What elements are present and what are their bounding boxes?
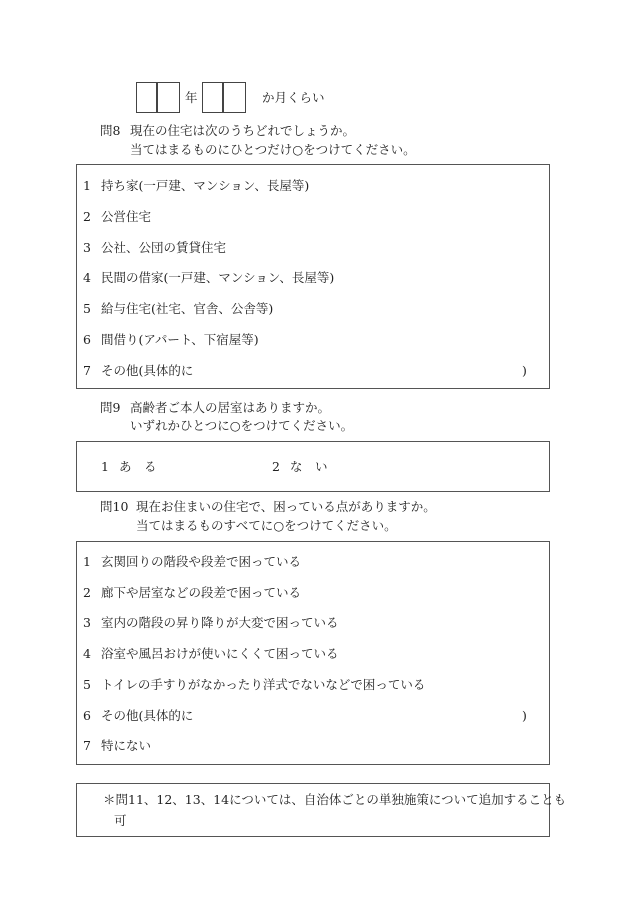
q9-number: 問9	[100, 400, 121, 415]
q10-option-2[interactable]	[77, 585, 549, 601]
q8-instruction: 当てはまるものにひとつだけ○をつけてください。	[130, 142, 416, 157]
option-label: 特にない	[101, 738, 152, 753]
q8-options-box	[76, 164, 550, 389]
years-digit-1[interactable]	[136, 82, 157, 113]
option-label: 浴室や風呂おけが使いにくくて困っている	[101, 646, 339, 661]
q9-question: 高齢者ご本人の居室はありますか。	[130, 400, 331, 415]
q10-option-7[interactable]	[77, 738, 549, 754]
option-number: 4	[83, 646, 91, 661]
option-number: 2	[272, 459, 280, 474]
months-digit-2[interactable]	[223, 82, 246, 113]
q9-option-2[interactable]	[272, 459, 392, 475]
q10-option-4[interactable]	[77, 646, 549, 662]
option-number: 4	[83, 270, 91, 285]
note-line-1: ＊問11、12、13、14については、自治体ごとの単独施策について追加することも	[103, 792, 567, 807]
q8-option-7[interactable]	[77, 363, 549, 379]
q9-options-box	[76, 441, 550, 492]
option-label: その他(具体的に	[101, 708, 194, 723]
years-digit-2[interactable]	[157, 82, 180, 113]
option-number: 1	[83, 554, 91, 569]
option-label: トイレの手すりがなかったり洋式でないなどで困っている	[101, 677, 426, 692]
note-box	[76, 783, 567, 837]
option-label: 給与住宅(社宅、官舎、公舎等)	[101, 301, 274, 316]
option-number: 2	[83, 209, 91, 224]
q10-options-box	[76, 541, 550, 765]
q10-option-5[interactable]	[77, 677, 549, 693]
option-number: 3	[83, 240, 91, 255]
option-label: 玄関回りの階段や段差で困っている	[101, 554, 302, 569]
q9-instruction: いずれかひとつに○をつけてください。	[130, 418, 354, 433]
option-number: 2	[83, 585, 91, 600]
q8-question: 現在の住宅は次のうちどれでしょうか。	[130, 123, 356, 138]
q8-option-6[interactable]	[77, 332, 549, 348]
month-label: か月くらい	[262, 90, 325, 105]
option-label: 民間の借家(一戸建、マンション、長屋等)	[101, 270, 335, 285]
close-paren: )	[522, 363, 527, 378]
option-number: 6	[83, 708, 91, 723]
months-digit-1[interactable]	[202, 82, 223, 113]
option-number: 7	[83, 738, 91, 753]
option-number: 5	[83, 677, 91, 692]
q10-number: 問10	[100, 499, 129, 514]
close-paren: )	[522, 708, 527, 723]
q8-option-5[interactable]	[77, 301, 549, 317]
option-number: 6	[83, 332, 91, 347]
option-label: 持ち家(一戸建、マンション、長屋等)	[101, 178, 310, 193]
option-label: 公営住宅	[101, 209, 152, 224]
q10-option-6[interactable]	[77, 708, 549, 724]
q8-option-1[interactable]	[77, 178, 549, 194]
q9-option-1[interactable]	[101, 459, 221, 475]
option-number: 5	[83, 301, 91, 316]
note-line-2: 可	[114, 813, 127, 828]
option-number: 7	[83, 363, 91, 378]
option-number: 1	[83, 178, 91, 193]
q10-instruction: 当てはまるものすべてに○をつけてください。	[136, 518, 397, 533]
year-label: 年	[185, 90, 198, 105]
q8-option-2[interactable]	[77, 209, 549, 225]
option-number: 1	[101, 459, 109, 474]
q10-option-3[interactable]	[77, 615, 549, 631]
option-label: な い	[290, 459, 328, 474]
q10-option-1[interactable]	[77, 554, 549, 570]
option-label: 廊下や居室などの段差で困っている	[101, 585, 302, 600]
option-label: 室内の階段の昇り降りが大変で困っている	[101, 615, 339, 630]
option-label: 公社、公団の賃貸住宅	[101, 240, 227, 255]
q10-question: 現在お住まいの住宅で、困っている点がありますか。	[136, 499, 436, 514]
option-label: あ る	[119, 459, 157, 474]
q8-option-3[interactable]	[77, 240, 549, 256]
option-label: 間借り(アパート、下宿屋等)	[101, 332, 259, 347]
option-number: 3	[83, 615, 91, 630]
q8-option-4[interactable]	[77, 270, 549, 286]
option-label: その他(具体的に	[101, 363, 194, 378]
q8-number: 問8	[100, 123, 121, 138]
